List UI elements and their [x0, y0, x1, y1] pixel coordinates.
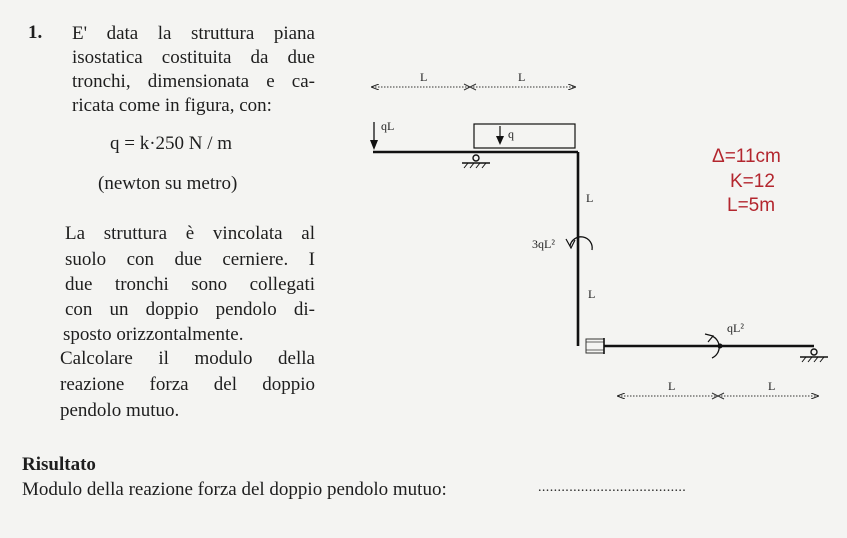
- problem-number: 1.: [28, 22, 43, 43]
- body-line-3: due tronchi sono collegati: [65, 274, 315, 295]
- dim-label-bottom-1: L: [668, 379, 676, 393]
- answer-blank[interactable]: ......................................: [538, 480, 687, 495]
- body-line-4: con un doppio pendolo di-: [65, 299, 315, 320]
- body-line-6: Calcolare il modulo della: [60, 348, 315, 369]
- double-pendulum: [586, 338, 604, 354]
- distributed-load-q: [474, 124, 575, 148]
- body-line-1: La struttura è vincolata al: [65, 223, 315, 244]
- result-question: Modulo della reazione forza del doppio pendolo mutuo:: [22, 479, 447, 500]
- distributed-load-label: q: [508, 127, 514, 141]
- dim-label-bottom-2: L: [768, 379, 776, 393]
- moment-3qL2-label: 3qL²: [532, 237, 555, 251]
- body-line-2: suolo con due cerniere. I: [65, 249, 315, 270]
- point-load-label: qL: [381, 119, 395, 133]
- param-k: K=12: [730, 171, 775, 192]
- param-delta: Δ=11cm: [712, 146, 781, 167]
- intro-line-3: tronchi, dimensionata e ca-: [72, 71, 315, 92]
- moment-qL2-label: qL²: [727, 321, 744, 335]
- unit-note: (newton su metro): [98, 173, 238, 194]
- dim-label-top-2: L: [518, 70, 526, 84]
- body-line-7: reazione forza del doppio: [60, 374, 315, 395]
- result-heading: Risultato: [22, 454, 96, 475]
- intro-line-1: E' data la struttura piana: [72, 23, 315, 44]
- dim-label-vertical-2: L: [588, 287, 596, 301]
- moment-qL2: [705, 321, 744, 358]
- moment-3qL2: [532, 237, 592, 251]
- dim-label-top-1: L: [420, 70, 428, 84]
- top-dimension: [372, 70, 575, 90]
- dim-label-vertical-1: L: [586, 191, 594, 205]
- lower-hinge-support: [800, 349, 828, 362]
- bottom-dimension: [618, 379, 818, 399]
- param-l: L=5m: [727, 195, 776, 216]
- body-line-8: pendolo mutuo.: [60, 400, 180, 421]
- upper-hinge-support: [462, 155, 490, 168]
- load-formula: q = k·250 N / m: [110, 133, 233, 154]
- intro-line-2: isostatica costituita da due: [72, 47, 315, 68]
- intro-line-4: ricata come in figura, con:: [72, 95, 272, 116]
- point-load-qL: [370, 119, 394, 150]
- body-line-5: sposto orizzontalmente.: [63, 324, 244, 345]
